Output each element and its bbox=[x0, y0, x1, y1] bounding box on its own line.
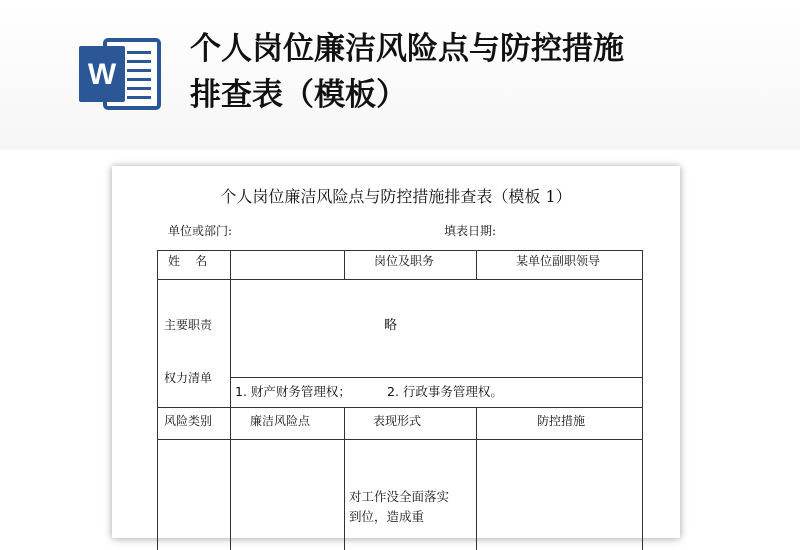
page-title-line-1: 个人岗位廉洁风险点与防控措施 bbox=[190, 31, 624, 67]
risk-header-manifestation: 表现形式 bbox=[373, 414, 422, 428]
unit-label: 单位或部门: bbox=[168, 224, 233, 238]
position-label: 岗位及职务 bbox=[374, 254, 435, 268]
date-label: 填表日期: bbox=[444, 224, 497, 238]
document-title: 个人岗位廉洁风险点与防控措施排查表（模板 1） bbox=[220, 187, 572, 206]
table-line-v-mid2 bbox=[344, 407, 345, 550]
powers-item-1: 1. 财产财务管理权； bbox=[235, 384, 351, 399]
duties-value: 略 bbox=[384, 318, 398, 333]
position-value: 某单位副职领导 bbox=[516, 254, 601, 268]
duties-label: 主要职责 bbox=[164, 318, 213, 332]
risk-header-category: 风险类别 bbox=[164, 414, 213, 428]
powers-label: 权力清单 bbox=[164, 371, 213, 385]
table-line-v-right3 bbox=[476, 250, 477, 279]
powers-item-2: 2. 行政事务管理权。 bbox=[387, 384, 503, 399]
risk-header-measures: 防控措施 bbox=[537, 414, 586, 428]
table-line-v-label bbox=[230, 250, 231, 550]
table-line-v-right bbox=[642, 250, 643, 550]
risk-header-point: 廉洁风险点 bbox=[250, 414, 311, 428]
risk-row-manifestation: 对工作没全面落实到位，造成重 bbox=[349, 489, 450, 524]
document-preview bbox=[112, 166, 680, 538]
page-title-line-2: 排查表（模板） bbox=[190, 77, 407, 113]
table-line-v-left bbox=[157, 250, 158, 550]
name-label: 姓 名 bbox=[168, 254, 208, 268]
word-document-icon bbox=[77, 34, 165, 114]
page-title bbox=[190, 26, 750, 118]
table-line-h3 bbox=[230, 377, 643, 378]
table-line-v-right3b bbox=[476, 407, 477, 550]
word-icon-letter: W bbox=[87, 58, 117, 91]
table-line-v-mid bbox=[344, 250, 345, 279]
